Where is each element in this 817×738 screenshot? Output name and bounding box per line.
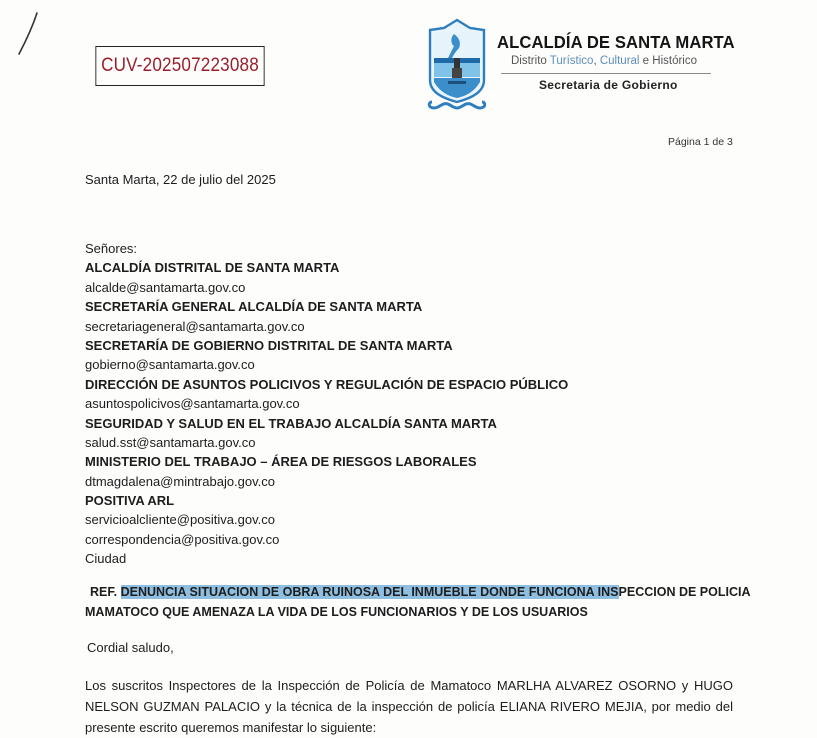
paragraph-line: presente escrito queremos manifestar lo siguiente: [85,720,377,735]
recipient-name: POSITIVA ARL [85,493,175,509]
department-name: Secretaria de Gobierno [539,78,678,92]
recipient-email: alcalde@santamarta.gov.co [85,279,246,295]
recipient-email: dtmagdalena@mintrabajo.gov.co [85,473,276,489]
page-indicator: Página 1 de 3 [668,136,733,148]
radicado-stamp [95,46,264,86]
recipient-email: salud.sst@santamarta.gov.co [85,434,256,450]
org-name: ALCALDÍA DE SANTA MARTA [497,32,735,52]
recipients-block [85,239,568,569]
coat-of-arms-icon [424,18,490,110]
highlighted-text: DENUNCIA SITUACION DE OBRA RUINOSA DEL INMUEBLE DONDE FUNCIONA INS [120,585,619,599]
recipient-name: SECRETARÍA GENERAL ALCALDÍA DE SANTA MARTA [85,299,423,315]
subtitle-part: Turístico [549,55,594,67]
subtitle-part: , [593,55,600,67]
reference-text: PECCION DE POLICIA [618,585,751,599]
recipient-email: servicioalcliente@positiva.gov.co [85,512,275,528]
subtitle-part: Distrito [511,55,550,67]
recipient-email: secretariageneral@santamarta.gov.co [85,318,305,334]
date-line: Santa Marta, 22 de julio del 2025 [85,172,276,187]
letterhead [497,32,737,92]
city-line: Ciudad [85,551,127,567]
subtitle-part: e Histórico [639,55,698,67]
recipient-email: correspondencia@positiva.gov.co [85,531,280,547]
reference-text: MAMATOCO QUE AMENAZA LA VIDA DE LOS FUNCIONARIOS Y DE LOS USUARIOS [85,605,588,619]
recipient-email: asuntospolicivos@santamarta.gov.co [85,396,300,412]
reference-subject [85,582,750,622]
recipient-name: SEGURIDAD Y SALUD EN EL TRABAJO ALCALDÍA SANTA MARTA [85,415,497,431]
recipient-name: MINISTERIO DEL TRABAJO – ÁREA DE RIESGOS LABORALES [85,454,477,470]
header-divider [501,73,711,74]
pen-stroke-mark [14,10,44,60]
reference-prefix: REF. [90,585,118,599]
recipient-name: ALCALDÍA DISTRITAL DE SANTA MARTA [85,260,340,276]
greeting: Cordial saludo, [87,640,174,655]
recipient-name: SECRETARÍA DE GOBIERNO DISTRITAL DE SANTA MARTA [85,337,453,353]
radicado-code: CUV-202507223088 [101,55,259,76]
subtitle-part: Cultural [599,55,640,67]
recipient-name: DIRECCIÓN DE ASUNTOS POLICIVOS Y REGULACIÓN DE ESPACIO PÚBLICO [85,376,569,392]
body-paragraph [85,675,733,738]
salutation-header: Señores: [85,241,138,256]
org-subtitle [511,55,737,67]
paragraph-line: Los suscritos Inspectores de la Inspección de Policía de Mamatoco MARLHA ALVAREZ OSORNO y HUGO [85,678,733,693]
paragraph-line: NELSON GUZMAN PALACIO y la técnica de la inspección de policía ELIANA RIVERO MEJIA, por medio del [85,699,733,714]
recipient-email: gobierno@santamarta.gov.co [85,357,255,373]
